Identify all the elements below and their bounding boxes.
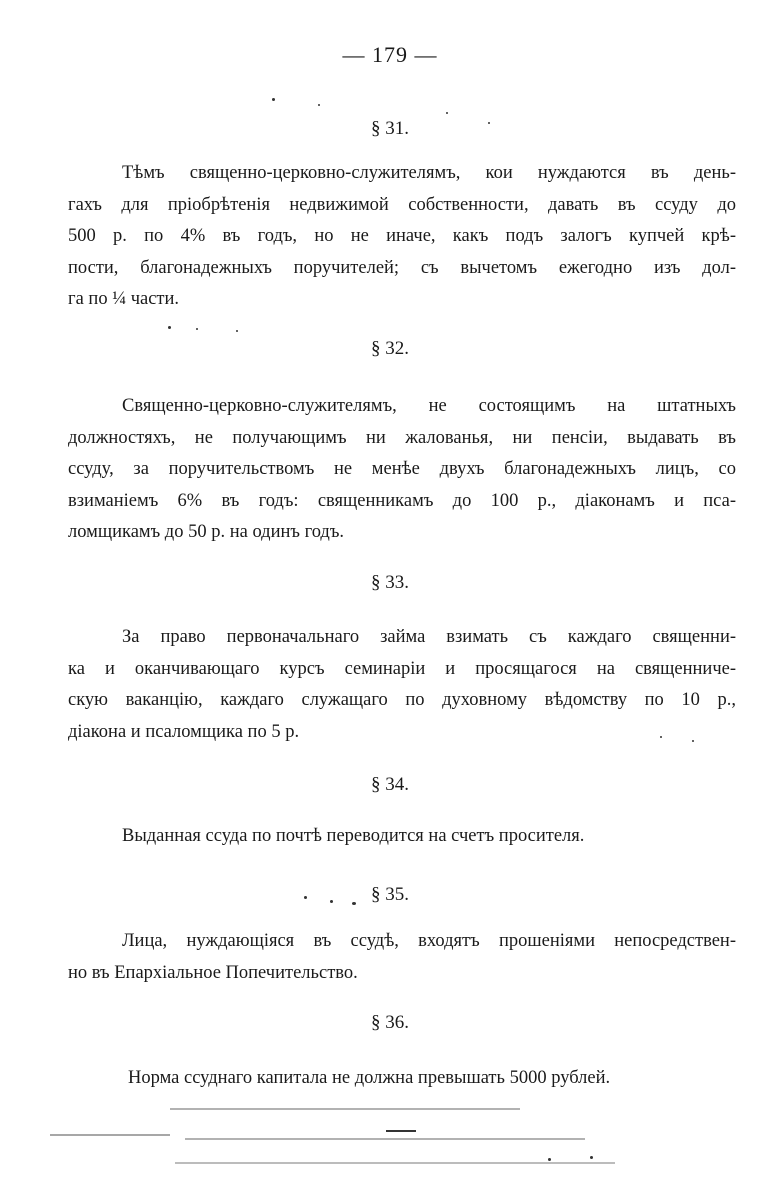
text-line: 500 р. по 4% въ годъ, но не иначе, какъ подъ залогъ купчей крѣ-: [68, 226, 736, 246]
text-line: пости, благонадежныхъ поручителей; съ вычетомъ ежегодно изъ дол-: [68, 257, 736, 278]
scan-speck: [196, 328, 198, 330]
section-heading-35: § 35.: [371, 884, 409, 905]
text-line: діакона и псаломщика по 5 р.: [68, 721, 300, 742]
text-line: скую ваканцію, каждаго служащаго по духовному вѣдомству по 10 р.,: [68, 690, 736, 710]
scan-speck: [352, 902, 356, 905]
section-heading-31: § 31.: [371, 118, 409, 139]
scan-speck: [660, 736, 662, 738]
section-34-text: Выданная ссуда по почтѣ переводится на счетъ просителя.: [122, 826, 585, 846]
scan-speck: [692, 740, 694, 742]
text-line: должностяхъ, не получающимъ ни жалованья, ни пенсіи, выдавать въ: [68, 427, 736, 448]
scan-speck: [318, 104, 320, 106]
text-line: га по ¼ части.: [68, 289, 180, 309]
scan-speck: [272, 98, 275, 101]
scan-speck: [168, 326, 171, 329]
section-33-text: [68, 622, 736, 748]
section-32-text: [68, 391, 736, 549]
text-line: Тѣмъ священно-церковно-служителямъ, кои нуждаются въ день-: [122, 163, 736, 183]
page-number: — 179 —: [342, 42, 438, 67]
text-line: Священно-церковно-служителямъ, не состоящимъ на штатныхъ: [122, 396, 736, 416]
scan-speck: [446, 112, 448, 114]
scan-speck: [236, 330, 238, 332]
text-line: ломщикамъ до 50 р. на одинъ годъ.: [68, 522, 345, 542]
text-line: ссуду, за поручительствомъ не менѣе двухъ благонадежныхъ лицъ, со: [68, 459, 736, 479]
text-line: взиманіемъ 6% въ годъ: священникамъ до 100 р., діаконамъ и пса-: [68, 490, 736, 511]
text-line: но въ Епархіальное Попечительство.: [68, 962, 358, 983]
scan-speck: [330, 900, 333, 903]
section-heading-33: § 33.: [371, 572, 409, 593]
text-line: За право первоначальнаго займа взимать съ каждаго священни-: [122, 627, 736, 647]
section-31-text: [68, 158, 736, 316]
section-35-text: [68, 926, 736, 989]
bleed-through-smudge: [0, 1100, 780, 1182]
section-heading-36: § 36.: [371, 1012, 409, 1033]
text-line: гахъ для пріобрѣтенія недвижимой собственности, давать въ ссуду до: [68, 194, 736, 215]
scan-speck: [304, 896, 307, 899]
section-heading-32: § 32.: [371, 338, 409, 359]
section-36-text: Норма ссуднаго капитала не должна превышать 5000 рублей.: [128, 1068, 611, 1088]
text-line: ка и оканчивающаго курсъ семинаріи и просящагося на священниче-: [68, 658, 736, 679]
text-line: Лица, нуждающіяся въ ссудѣ, входятъ прошеніями непосредствен-: [122, 931, 736, 951]
section-heading-34: § 34.: [371, 774, 409, 795]
